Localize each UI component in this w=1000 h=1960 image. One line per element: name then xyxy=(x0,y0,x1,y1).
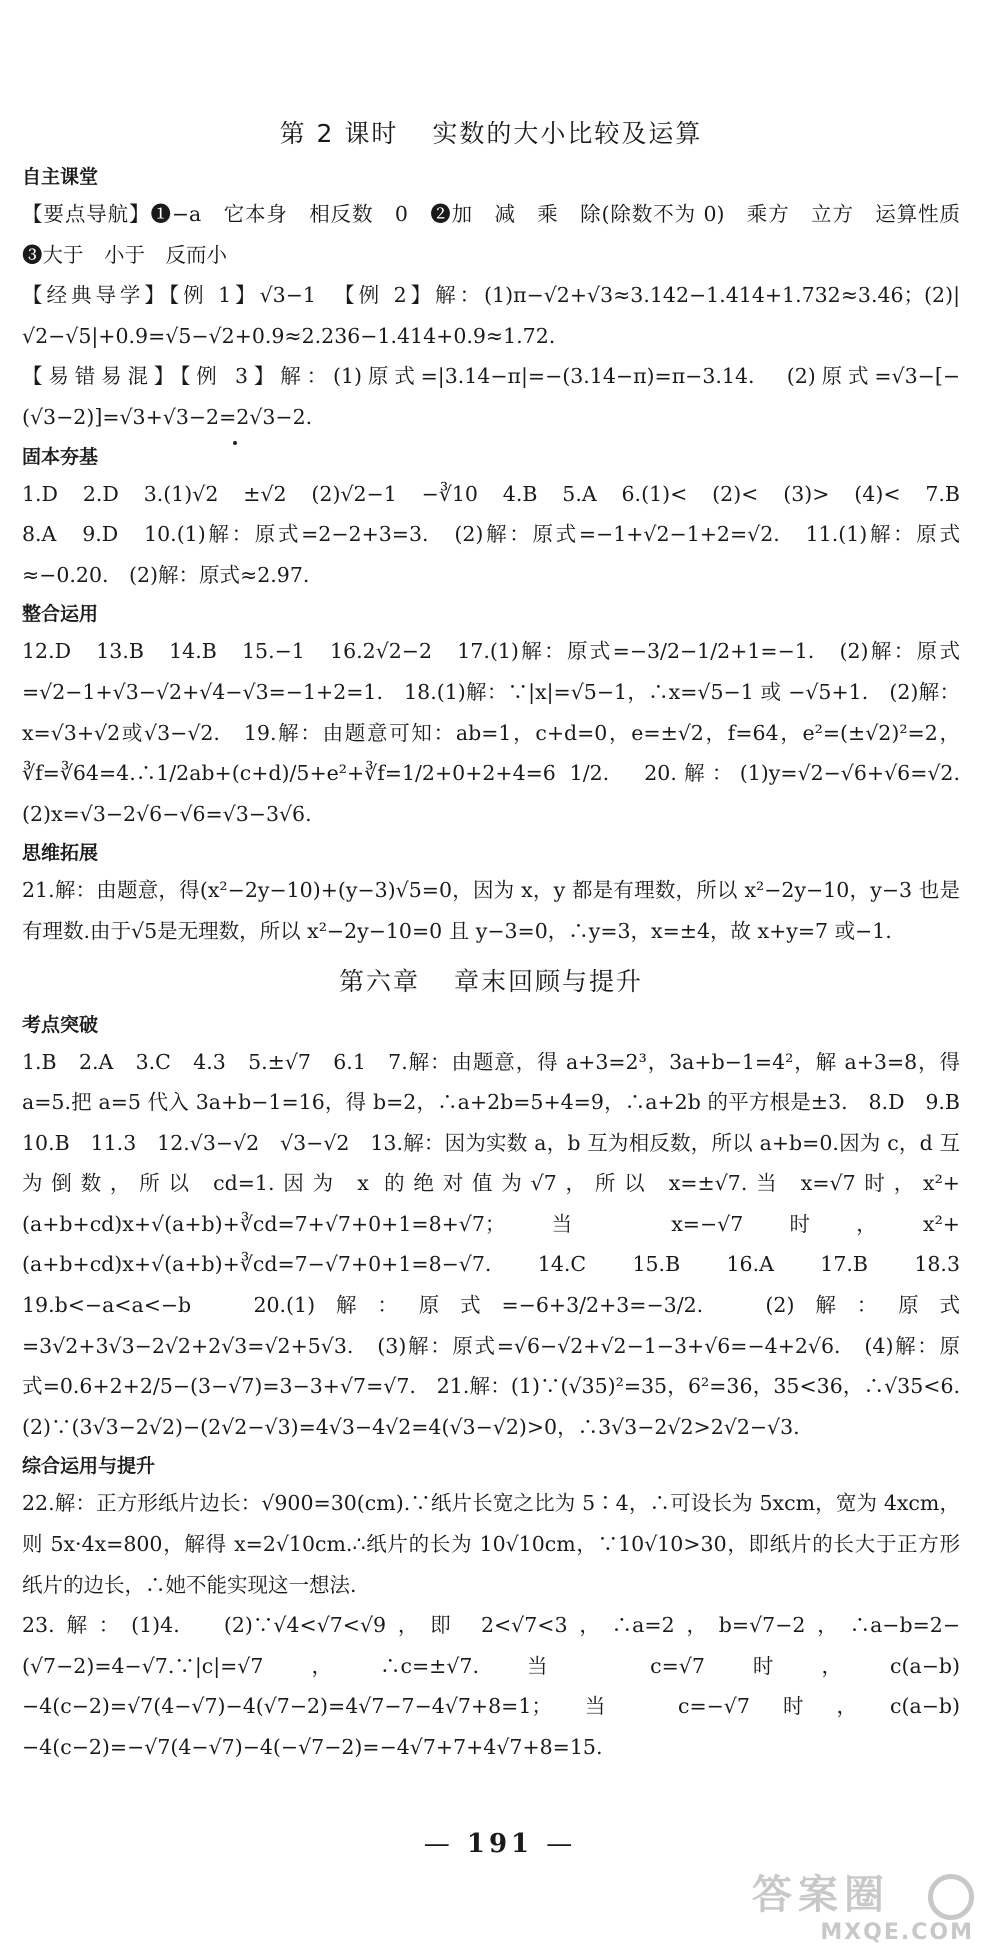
footer-dash-left: — xyxy=(423,1829,454,1859)
paragraph-q23: 23.解：(1)4. (2)∵√4<√7<√9，即 2<√7<3，∴a=2，b=√7−2，∴a−b=2−(√7−2)=4−√7.∵|c|=√7，∴c=±√7.当 c=√7时，c(a−b)−4(c−2)=√7(4−√7)−4(√7−2)=4√7−7−4√7+8=1；当 c=−√7时，c(a−b)−4(c−2)=−√7(4−√7)−4(−√7−2)=−4√7+7+4√7+8=15. xyxy=(22,1613,960,1759)
page-number: 191 xyxy=(466,1829,534,1859)
lesson-name: 实数的大小比较及运算 xyxy=(432,119,703,148)
watermark-logo-text: 答案圈 xyxy=(752,1872,890,1918)
footer-dash-right: — xyxy=(546,1829,577,1859)
section-heading-guben: 固本夯基 xyxy=(22,445,99,468)
paragraph-kaodian: 1.B 2.A 3.C 4.3 5.±√7 6.1 7.解：由题意，得 a+3=2³，3a+b−1=4²，解 a+3=8，得 a=5.把 a=5 代入 3a+b−1=16，得 b=2，∴a+2b=5+4=9，∴a+2b 的平方根是±3. 8.D 9.B 10.B 11.3 12.√3−√2 √3−√2 13.解：因为实数 a，b 互为相反数，所以 a+b=0.因为 c，d 互为倒数，所以 cd=1.因为 x 的绝对值为√7，所以 x=±√7.当 x=√7时，x²+(a+b+cd)x+√(a+b)+∛cd=7+√7+0+1=8+√7；当 x=−√7时，x²+(a+b+cd)x+√(a+b)+∛cd=7−√7+0+1=8−√7. 14.C 15.B 16.A 17.B 18.3 19.b<−a<a<−b 20.(1)解：原式=−6+3/2+3=−3/2. (2)解：原式=3√2+3√3−2√2+2√3=√2+5√3. (3)解：原式=√6−√2+√2−1−3+√6=−4+2√6. (4)解：原式=0.6+2+2/5−(3−√7)=3−3+√7=√7. 21.解：(1)∵(√35)²=35，6²=36，35<36，∴√35<6. (2)∵(3√3−2√2)−(2√2−√3)=4√3−4√2=4(√3−√2)>0，∴3√3−2√2>2√2−√3. xyxy=(22,1049,981,1439)
section-heading-zhenghe: 整合运用 xyxy=(22,603,99,626)
stray-dot xyxy=(233,441,237,445)
paragraph-q22: 22.解：正方形纸片边长：√900=30(cm).∵纸片长宽之比为 5∶4，∴可设长为 5xcm，宽为 4xcm，则 5x·4x=800，解得 x=2√10cm.∴纸片的长为 10√10cm，∵10√10>30，即纸片的长大于正方形纸片的边长，∴她不能实现这一想法. xyxy=(22,1491,960,1597)
paragraph-yicuo: 【易错易混】【例 3】解：(1)原式=|3.14−π|=−(3.14−π)=π−3.14. (2)原式=√3−[−(√3−2)]=√3+√3−2=2√3−2. xyxy=(22,364,960,429)
chapter-title xyxy=(22,962,960,998)
paragraph-guben: 1.D 2.D 3.(1)√2 ±√2 (2)√2−1 −∛10 4.B 5.A 6.(1)< (2)< (3)> (4)< 7.B 8.A 9.D 10.(1)解：原式=2−2+3=3. (2)解：原式=−1+√2−1+2=√2. 11.(1)解：原式≈−0.20. (2)解：原式≈2.97. xyxy=(22,481,981,587)
paragraph-jingdian: 【经典导学】【例 1】√3−1 【例 2】解：(1)π−√2+√3≈3.142−1.414+1.732≈3.46；(2)|√2−√5|+0.9=√5−√2+0.9≈2.236−1.414+0.9≈1.72. xyxy=(22,283,960,348)
watermark-circle-icon xyxy=(928,1874,974,1920)
lesson-title xyxy=(22,114,960,150)
paragraph-yaodian: 【要点导航】❶−a 它本身 相反数 0 ❷加 减 乘 除(除数不为 0) 乘方 立方 运算性质 ❸大于 小于 反而小 xyxy=(22,202,981,267)
paragraph-siwei: 21.解：由题意，得(x²−2y−10)+(y−3)√5=0，因为 x，y 都是有理数，所以 x²−2y−10，y−3 也是有理数.由于√5是无理数，所以 x²−2y−10=0 且 y−3=0，∴y=3，x=±4，故 x+y=7 或−1. xyxy=(22,878,960,943)
section-heading-siwei: 思维拓展 xyxy=(22,842,99,865)
chapter-number: 第六章 xyxy=(338,966,420,996)
site-watermark xyxy=(752,1870,982,1950)
section-heading-zizhu: 自主课堂 xyxy=(22,166,99,188)
lesson-number: 第 2 课时 xyxy=(279,119,399,148)
chapter-name: 章末回顾与提升 xyxy=(454,966,644,996)
watermark-url: MXQE.COM xyxy=(820,1920,974,1945)
paragraph-zhenghe: 12.D 13.B 14.B 15.−1 16.2√2−2 17.(1)解：原式=−3/2−1/2+1=−1. (2)解：原式=√2−1+√3−√2+√4−√3=−1+2=1. 18.(1)解：∵|x|=√5−1，∴x=√5−1 或 −√5+1. (2)解：x=√3+√2或√3−√2. 19.解：由题意可知：ab=1，c+d=0，e=±√2，f=64，e²=(±√2)²=2，∛f=∛64=4.∴1/2ab+(c+d)/5+e²+∛f=1/2+0+2+4=6 1/2. 20.解：(1)y=√2−√6+√6=√2. (2)x=√3−2√6−√6=√3−3√6. xyxy=(22,639,981,826)
page-footer xyxy=(0,1829,1000,1859)
section-heading-zonghe: 综合运用与提升 xyxy=(22,1455,156,1478)
section-heading-kaodian: 考点突破 xyxy=(22,1013,99,1036)
